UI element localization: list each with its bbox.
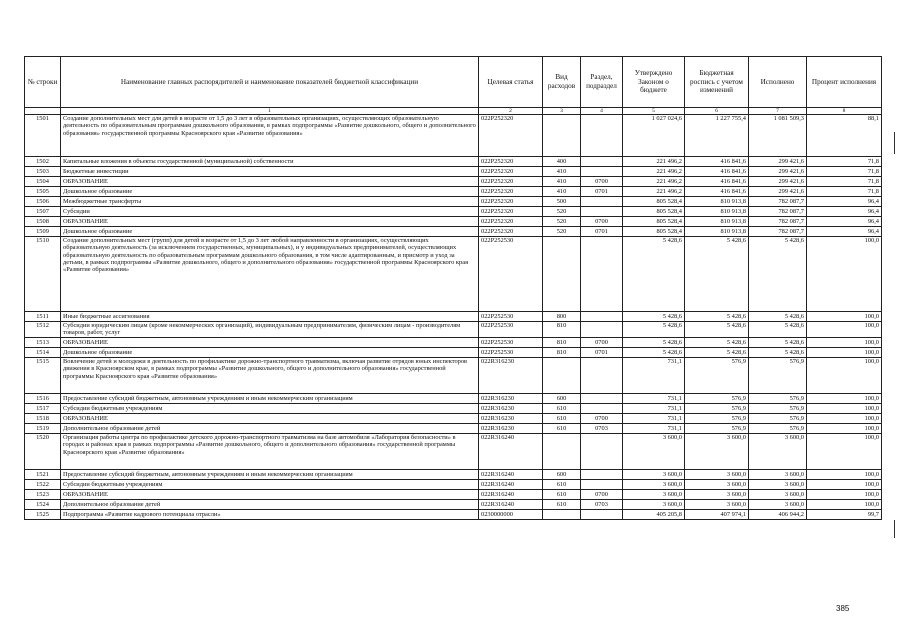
header-executed: Исполнено bbox=[749, 57, 807, 108]
header-budget-list: Бюджетная роспись с учетом изменений bbox=[685, 57, 749, 108]
section-code bbox=[581, 510, 623, 520]
expense-kind: 410 bbox=[543, 177, 581, 187]
expense-kind: 610 bbox=[543, 490, 581, 500]
row-number: 1511 bbox=[25, 312, 61, 322]
header-name: Наименование главных распорядителей и наименование показателей бюджетной классификации bbox=[61, 57, 479, 108]
execution-percent: 100,0 bbox=[807, 414, 882, 424]
table-row bbox=[25, 490, 882, 500]
approved-amount: 3 600,0 bbox=[623, 434, 685, 470]
table-row bbox=[25, 237, 882, 312]
target-code: 022R316230 bbox=[479, 414, 543, 424]
table-row bbox=[25, 115, 882, 157]
section-code bbox=[581, 312, 623, 322]
budget-list-amount: 407 974,1 bbox=[685, 510, 749, 520]
executed-amount: 3 600,0 bbox=[749, 500, 807, 510]
budget-list-amount: 3 600,0 bbox=[685, 480, 749, 490]
row-number: 1522 bbox=[25, 480, 61, 490]
target-code: 022R316240 bbox=[479, 490, 543, 500]
execution-percent: 99,7 bbox=[807, 510, 882, 520]
table-row bbox=[25, 434, 882, 470]
target-code: 022R316230 bbox=[479, 394, 543, 404]
execution-percent: 96,4 bbox=[807, 227, 882, 237]
approved-amount: 221 496,2 bbox=[623, 177, 685, 187]
table-row bbox=[25, 404, 882, 414]
budget-list-amount: 576,9 bbox=[685, 394, 749, 404]
budget-list-amount: 3 600,0 bbox=[685, 470, 749, 480]
budget-list-amount: 576,9 bbox=[685, 404, 749, 414]
target-code: 022R316230 bbox=[479, 404, 543, 414]
indicator-name: Дополнительное образование детей bbox=[61, 500, 479, 510]
row-number: 1525 bbox=[25, 510, 61, 520]
executed-amount: 299 421,6 bbox=[749, 167, 807, 177]
target-code: 022P252530 bbox=[479, 348, 543, 358]
row-number: 1513 bbox=[25, 338, 61, 348]
budget-list-amount: 5 428,6 bbox=[685, 237, 749, 312]
budget-list-amount: 3 600,0 bbox=[685, 434, 749, 470]
approved-amount: 731,1 bbox=[623, 424, 685, 434]
approved-amount: 805 528,4 bbox=[623, 197, 685, 207]
col-number: 7 bbox=[749, 108, 807, 115]
indicator-name: Предоставление субсидий бюджетным, автономным учреждениям и иным некоммерческим организациям bbox=[61, 470, 479, 480]
indicator-name: Иные бюджетные ассигнования bbox=[61, 312, 479, 322]
approved-amount: 221 496,2 bbox=[623, 187, 685, 197]
expense-kind bbox=[543, 358, 581, 394]
executed-amount: 576,9 bbox=[749, 424, 807, 434]
executed-amount: 5 428,6 bbox=[749, 348, 807, 358]
expense-kind: 500 bbox=[543, 197, 581, 207]
approved-amount: 221 496,2 bbox=[623, 167, 685, 177]
table-row bbox=[25, 227, 882, 237]
approved-amount: 5 428,6 bbox=[623, 348, 685, 358]
table-row bbox=[25, 322, 882, 338]
col-number: 2 bbox=[479, 108, 543, 115]
executed-amount: 3 600,0 bbox=[749, 490, 807, 500]
expense-kind: 400 bbox=[543, 157, 581, 167]
target-code: 022P252320 bbox=[479, 115, 543, 157]
section-code bbox=[581, 358, 623, 394]
executed-amount: 782 087,7 bbox=[749, 207, 807, 217]
header-section: Раздел, подраздел bbox=[581, 57, 623, 108]
indicator-name: ОБРАЗОВАНИЕ bbox=[61, 177, 479, 187]
target-code: 022P252320 bbox=[479, 207, 543, 217]
execution-percent: 100,0 bbox=[807, 237, 882, 312]
target-code: 022R316230 bbox=[479, 424, 543, 434]
table-row bbox=[25, 167, 882, 177]
target-code: 022P252320 bbox=[479, 217, 543, 227]
approved-amount: 731,1 bbox=[623, 404, 685, 414]
approved-amount: 3 600,0 bbox=[623, 490, 685, 500]
table-row bbox=[25, 187, 882, 197]
executed-amount: 576,9 bbox=[749, 358, 807, 394]
indicator-name: Капитальные вложения в объекты государственной (муниципальной) собственности bbox=[61, 157, 479, 167]
execution-percent: 71,8 bbox=[807, 177, 882, 187]
row-number: 1514 bbox=[25, 348, 61, 358]
row-number: 1501 bbox=[25, 115, 61, 157]
target-code: 022P252530 bbox=[479, 322, 543, 338]
budget-list-amount: 416 841,6 bbox=[685, 157, 749, 167]
budget-list-amount: 810 913,8 bbox=[685, 217, 749, 227]
executed-amount: 406 944,2 bbox=[749, 510, 807, 520]
table-row bbox=[25, 480, 882, 490]
execution-percent: 100,0 bbox=[807, 338, 882, 348]
budget-list-amount: 5 428,6 bbox=[685, 338, 749, 348]
indicator-name: Предоставление субсидий бюджетным, автономным учреждениям и иным некоммерческим организациям bbox=[61, 394, 479, 404]
approved-amount: 5 428,6 bbox=[623, 237, 685, 312]
execution-percent: 100,0 bbox=[807, 480, 882, 490]
target-code: 022P252320 bbox=[479, 187, 543, 197]
target-code: 022R316240 bbox=[479, 500, 543, 510]
executed-amount: 5 428,6 bbox=[749, 312, 807, 322]
execution-percent: 100,0 bbox=[807, 394, 882, 404]
approved-amount: 5 428,6 bbox=[623, 312, 685, 322]
executed-amount: 1 081 509,3 bbox=[749, 115, 807, 157]
expense-kind: 520 bbox=[543, 227, 581, 237]
expense-kind bbox=[543, 115, 581, 157]
table-row bbox=[25, 500, 882, 510]
indicator-name: Субсидии bbox=[61, 207, 479, 217]
executed-amount: 782 087,7 bbox=[749, 217, 807, 227]
section-code: 0700 bbox=[581, 177, 623, 187]
executed-amount: 5 428,6 bbox=[749, 237, 807, 312]
indicator-name: Подпрограмма «Развитие кадрового потенциала отрасли» bbox=[61, 510, 479, 520]
budget-list-amount: 810 913,8 bbox=[685, 207, 749, 217]
executed-amount: 576,9 bbox=[749, 404, 807, 414]
execution-percent: 100,0 bbox=[807, 404, 882, 414]
row-number: 1502 bbox=[25, 157, 61, 167]
budget-list-amount: 416 841,6 bbox=[685, 187, 749, 197]
target-code: 022R316240 bbox=[479, 480, 543, 490]
executed-amount: 299 421,6 bbox=[749, 177, 807, 187]
section-code bbox=[581, 157, 623, 167]
col-number bbox=[25, 108, 61, 115]
expense-kind: 810 bbox=[543, 338, 581, 348]
executed-amount: 3 600,0 bbox=[749, 470, 807, 480]
execution-percent: 100,0 bbox=[807, 424, 882, 434]
section-code bbox=[581, 207, 623, 217]
table-row bbox=[25, 510, 882, 520]
budget-list-amount: 5 428,6 bbox=[685, 348, 749, 358]
indicator-name: Дополнительное образование детей bbox=[61, 424, 479, 434]
approved-amount: 5 428,6 bbox=[623, 322, 685, 338]
approved-amount: 3 600,0 bbox=[623, 480, 685, 490]
section-code: 0700 bbox=[581, 414, 623, 424]
approved-amount: 731,1 bbox=[623, 358, 685, 394]
scan-edge-mark bbox=[894, 520, 895, 538]
budget-list-amount: 576,9 bbox=[685, 424, 749, 434]
section-code: 0700 bbox=[581, 490, 623, 500]
row-number: 1505 bbox=[25, 187, 61, 197]
table-row bbox=[25, 358, 882, 394]
execution-percent: 100,0 bbox=[807, 500, 882, 510]
approved-amount: 3 600,0 bbox=[623, 470, 685, 480]
row-number: 1510 bbox=[25, 237, 61, 312]
table-row bbox=[25, 177, 882, 187]
budget-list-amount: 416 841,6 bbox=[685, 167, 749, 177]
budget-list-amount: 576,9 bbox=[685, 358, 749, 394]
indicator-name: Субсидии юридическим лицам (кроме некоммерческих организаций), индивидуальным предпринимателям, физическим лицам - производителям товаров, работ, услуг bbox=[61, 322, 479, 338]
row-number: 1517 bbox=[25, 404, 61, 414]
table-body bbox=[25, 115, 882, 520]
table-row bbox=[25, 470, 882, 480]
table-row bbox=[25, 207, 882, 217]
expense-kind bbox=[543, 237, 581, 312]
row-number: 1523 bbox=[25, 490, 61, 500]
section-code bbox=[581, 115, 623, 157]
indicator-name: Субсидии бюджетным учреждениям bbox=[61, 404, 479, 414]
executed-amount: 299 421,6 bbox=[749, 157, 807, 167]
row-number: 1520 bbox=[25, 434, 61, 470]
executed-amount: 3 600,0 bbox=[749, 434, 807, 470]
section-code bbox=[581, 404, 623, 414]
expense-kind: 810 bbox=[543, 348, 581, 358]
execution-percent: 100,0 bbox=[807, 490, 882, 500]
indicator-name: Дошкольное образование bbox=[61, 348, 479, 358]
indicator-name: Дошкольное образование bbox=[61, 227, 479, 237]
executed-amount: 299 421,6 bbox=[749, 187, 807, 197]
column-numbers-row bbox=[25, 108, 882, 115]
indicator-name: Межбюджетные трансферты bbox=[61, 197, 479, 207]
indicator-name: Создание дополнительных мест для детей в возрасте от 1,5 до 3 лет в образовательных организациях, осуществляющих образовательную деятельность по образовательным программам дошкольного образования, в рамках подпрограммы «Развитие дошкольного, общего и дополнительного образования» государственной программы Красноярского края «Развитие образования» bbox=[61, 115, 479, 157]
expense-kind bbox=[543, 510, 581, 520]
expense-kind: 600 bbox=[543, 394, 581, 404]
header-row-no: № строки bbox=[25, 57, 61, 108]
section-code: 0700 bbox=[581, 338, 623, 348]
section-code: 0700 bbox=[581, 217, 623, 227]
indicator-name: Бюджетные инвестиции bbox=[61, 167, 479, 177]
row-number: 1512 bbox=[25, 322, 61, 338]
section-code bbox=[581, 322, 623, 338]
row-number: 1503 bbox=[25, 167, 61, 177]
table-row bbox=[25, 197, 882, 207]
target-code: 022P252320 bbox=[479, 157, 543, 167]
row-number: 1504 bbox=[25, 177, 61, 187]
target-code: 022R316230 bbox=[479, 358, 543, 394]
table-row bbox=[25, 424, 882, 434]
indicator-name: ОБРАЗОВАНИЕ bbox=[61, 414, 479, 424]
expense-kind: 610 bbox=[543, 414, 581, 424]
section-code bbox=[581, 434, 623, 470]
expense-kind: 810 bbox=[543, 322, 581, 338]
approved-amount: 805 528,4 bbox=[623, 217, 685, 227]
table-row bbox=[25, 394, 882, 404]
section-code: 0701 bbox=[581, 187, 623, 197]
target-code: 0230000000 bbox=[479, 510, 543, 520]
target-code: 022P252320 bbox=[479, 177, 543, 187]
indicator-name: ОБРАЗОВАНИЕ bbox=[61, 490, 479, 500]
row-number: 1524 bbox=[25, 500, 61, 510]
row-number: 1515 bbox=[25, 358, 61, 394]
col-number: 3 bbox=[543, 108, 581, 115]
table-row bbox=[25, 338, 882, 348]
execution-percent: 71,8 bbox=[807, 157, 882, 167]
header-approved: Утверждено Законом о бюджете bbox=[623, 57, 685, 108]
table-row bbox=[25, 217, 882, 227]
budget-list-amount: 1 227 755,4 bbox=[685, 115, 749, 157]
indicator-name: Дошкольное образование bbox=[61, 187, 479, 197]
expense-kind: 610 bbox=[543, 404, 581, 414]
row-number: 1509 bbox=[25, 227, 61, 237]
table-row bbox=[25, 348, 882, 358]
indicator-name: ОБРАЗОВАНИЕ bbox=[61, 217, 479, 227]
executed-amount: 782 087,7 bbox=[749, 227, 807, 237]
target-code: 022R316240 bbox=[479, 434, 543, 470]
target-code: 022P252320 bbox=[479, 227, 543, 237]
section-code bbox=[581, 237, 623, 312]
expense-kind: 600 bbox=[543, 470, 581, 480]
col-number: 5 bbox=[623, 108, 685, 115]
execution-percent: 100,0 bbox=[807, 358, 882, 394]
executed-amount: 3 600,0 bbox=[749, 480, 807, 490]
row-number: 1516 bbox=[25, 394, 61, 404]
scan-edge-mark bbox=[894, 132, 895, 154]
approved-amount: 805 528,4 bbox=[623, 207, 685, 217]
budget-table bbox=[24, 56, 882, 520]
table-row bbox=[25, 157, 882, 167]
budget-list-amount: 3 600,0 bbox=[685, 490, 749, 500]
approved-amount: 5 428,6 bbox=[623, 338, 685, 348]
expense-kind: 520 bbox=[543, 207, 581, 217]
indicator-name: Субсидии бюджетным учреждениям bbox=[61, 480, 479, 490]
target-code: 022P252320 bbox=[479, 167, 543, 177]
budget-list-amount: 810 913,8 bbox=[685, 227, 749, 237]
section-code bbox=[581, 167, 623, 177]
col-number: 8 bbox=[807, 108, 882, 115]
budget-list-amount: 3 600,0 bbox=[685, 500, 749, 510]
executed-amount: 5 428,6 bbox=[749, 338, 807, 348]
table-row bbox=[25, 414, 882, 424]
col-number: 1 bbox=[61, 108, 479, 115]
target-code: 022P252530 bbox=[479, 312, 543, 322]
indicator-name: Организация работы центра по профилактике детского дорожно-транспортного травматизма на базе автомобиля «Лаборатория безопасности» в городах и районах края в рамках подпрограммы «Развитие дошкольного, общего и дополнительного образования» государственной программы Красноярского края «Развитие образования» bbox=[61, 434, 479, 470]
budget-list-amount: 810 913,8 bbox=[685, 197, 749, 207]
section-code: 0701 bbox=[581, 348, 623, 358]
section-code: 0703 bbox=[581, 500, 623, 510]
approved-amount: 405 205,8 bbox=[623, 510, 685, 520]
budget-list-amount: 416 841,6 bbox=[685, 177, 749, 187]
executed-amount: 782 087,7 bbox=[749, 197, 807, 207]
target-code: 022P252320 bbox=[479, 197, 543, 207]
approved-amount: 3 600,0 bbox=[623, 500, 685, 510]
header-target: Целевая статья bbox=[479, 57, 543, 108]
indicator-name: Создание дополнительных мест (групп) для детей в возрасте от 1,5 до 3 лет любой направленности в организациях, осуществляющих образовательную деятельность (за исключением государственных, муниципальных), и у индивидуальных предпринимателей, осуществляющих образовательную деятельность по образовательным программам дошкольного образования, в том числе адаптированным, и присмотр и уход за детьми, в рамках подпрограммы «Развитие дошкольного, общего и дополнительного образования» государственной программы Красноярского края «Развитие образования» bbox=[61, 237, 479, 312]
approved-amount: 221 496,2 bbox=[623, 157, 685, 167]
execution-percent: 71,8 bbox=[807, 167, 882, 177]
section-code bbox=[581, 197, 623, 207]
section-code bbox=[581, 394, 623, 404]
execution-percent: 88,1 bbox=[807, 115, 882, 157]
expense-kind: 520 bbox=[543, 217, 581, 227]
table-row bbox=[25, 312, 882, 322]
section-code: 0703 bbox=[581, 424, 623, 434]
execution-percent: 100,0 bbox=[807, 312, 882, 322]
section-code: 0701 bbox=[581, 227, 623, 237]
execution-percent: 96,4 bbox=[807, 197, 882, 207]
executed-amount: 576,9 bbox=[749, 394, 807, 404]
section-code bbox=[581, 470, 623, 480]
row-number: 1506 bbox=[25, 197, 61, 207]
indicator-name: Вовлечение детей и молодежи в деятельность по профилактике дорожно-транспортного травматизма, включая развитие отрядов юных инспекторов движения в Красноярском крае, в рамках подпрограммы «Развитие дошкольного, общего и дополнительного образования» государственной программы Красноярского края «Развитие образования» bbox=[61, 358, 479, 394]
header-kind: Вид расходов bbox=[543, 57, 581, 108]
execution-percent: 96,4 bbox=[807, 207, 882, 217]
budget-list-amount: 576,9 bbox=[685, 414, 749, 424]
col-number: 4 bbox=[581, 108, 623, 115]
expense-kind: 610 bbox=[543, 500, 581, 510]
expense-kind: 410 bbox=[543, 187, 581, 197]
page-number: 385 bbox=[836, 604, 850, 613]
approved-amount: 731,1 bbox=[623, 414, 685, 424]
header-row bbox=[25, 57, 882, 108]
expense-kind: 610 bbox=[543, 480, 581, 490]
col-number: 6 bbox=[685, 108, 749, 115]
execution-percent: 96,4 bbox=[807, 217, 882, 227]
row-number: 1518 bbox=[25, 414, 61, 424]
target-code: 022R316240 bbox=[479, 470, 543, 480]
row-number: 1507 bbox=[25, 207, 61, 217]
approved-amount: 1 027 024,6 bbox=[623, 115, 685, 157]
indicator-name: ОБРАЗОВАНИЕ bbox=[61, 338, 479, 348]
expense-kind: 410 bbox=[543, 167, 581, 177]
executed-amount: 576,9 bbox=[749, 414, 807, 424]
budget-sheet bbox=[24, 56, 881, 520]
executed-amount: 5 428,6 bbox=[749, 322, 807, 338]
execution-percent: 100,0 bbox=[807, 322, 882, 338]
header-percent: Процент исполнения bbox=[807, 57, 882, 108]
approved-amount: 731,1 bbox=[623, 394, 685, 404]
target-code: 022P252530 bbox=[479, 237, 543, 312]
expense-kind: 800 bbox=[543, 312, 581, 322]
row-number: 1521 bbox=[25, 470, 61, 480]
row-number: 1519 bbox=[25, 424, 61, 434]
row-number: 1508 bbox=[25, 217, 61, 227]
section-code bbox=[581, 480, 623, 490]
budget-list-amount: 5 428,6 bbox=[685, 312, 749, 322]
target-code: 022P252530 bbox=[479, 338, 543, 348]
expense-kind bbox=[543, 434, 581, 470]
budget-list-amount: 5 428,6 bbox=[685, 322, 749, 338]
execution-percent: 71,8 bbox=[807, 187, 882, 197]
execution-percent: 100,0 bbox=[807, 470, 882, 480]
expense-kind: 610 bbox=[543, 424, 581, 434]
execution-percent: 100,0 bbox=[807, 348, 882, 358]
approved-amount: 805 528,4 bbox=[623, 227, 685, 237]
execution-percent: 100,0 bbox=[807, 434, 882, 470]
